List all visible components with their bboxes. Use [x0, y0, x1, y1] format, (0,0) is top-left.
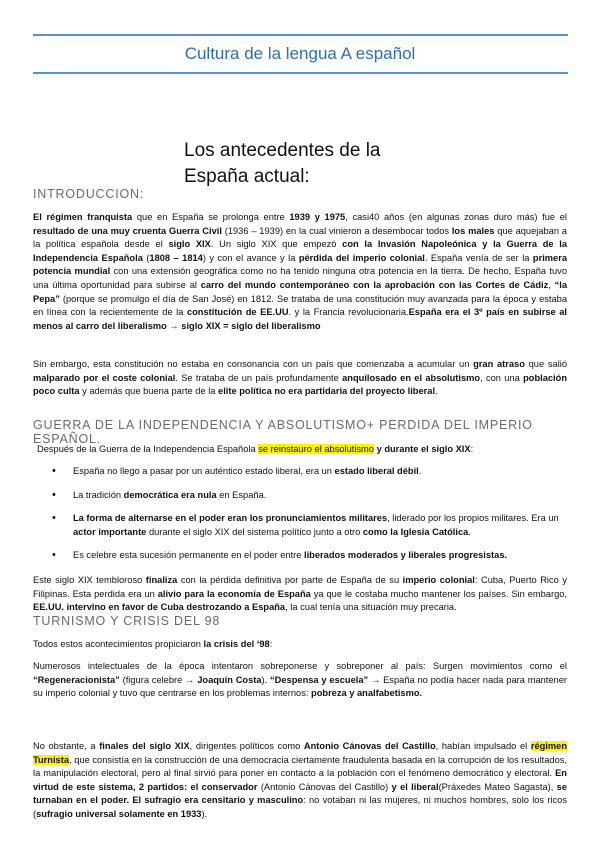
- text-run: liberados moderados y liberales progresistas.: [304, 550, 508, 561]
- text-run: Todos estos acontecimientos propiciaron: [33, 639, 204, 649]
- text-run: en España.: [216, 489, 267, 500]
- text-run: ya que le costaba mucho mantener los países. Sin embargo,: [310, 588, 567, 599]
- text-run: carro del mundo contemporáneo con la aprobación con las Cortes de Cádiz: [200, 279, 549, 290]
- text-run: . Un siglo XIX que empezó: [210, 239, 343, 250]
- text-run: (figura celebre →: [119, 674, 198, 685]
- text-run: . España venía de ser la: [424, 252, 533, 263]
- text-run: y el liberal: [391, 781, 439, 792]
- text-run: (Antonio Cánovas del Castillo): [257, 781, 392, 792]
- text-run: finales del siglo XIX: [99, 741, 190, 751]
- text-run: ) y con el avance y la: [202, 252, 299, 263]
- header-title: Cultura de la lengua A español: [184, 44, 416, 63]
- text-run: Este siglo XIX tembloroso: [33, 575, 146, 585]
- text-run: , la cual tenía una situación muy precaria.: [285, 602, 457, 613]
- text-run: .: [435, 386, 438, 397]
- text-run: En virtud de este sistema, 2 partidos: el conservador: [33, 768, 567, 792]
- text-run: Numerosos intelectuales de la época intentaron sobreponerse y sobreponer al país: Surgen movimientos como el: [33, 661, 567, 671]
- text-run: , habían impulsado el: [435, 741, 531, 751]
- text-run: , con una: [480, 372, 524, 383]
- text-run: Es celebre esta sucesión permanente en el poder entre: [73, 550, 305, 561]
- document-title: [184, 138, 381, 190]
- document-title-line-2: España actual:: [184, 166, 310, 187]
- text-run: democrática era nula: [123, 489, 217, 500]
- text-run: , que consistía en la construcción de una democracia ciertamente fraudulenta basada en la corrupción de los resultados, la manipulación electoral, pero al final sirvió para poner en contacto a la población con el fenómeno democrático y electoral.: [33, 754, 567, 779]
- text-run: constitución de EE.UU: [186, 307, 289, 318]
- section-heading-introduccion: INTRODUCCION:: [33, 187, 145, 201]
- text-run: :: [470, 444, 474, 454]
- text-run: España era el 3º país en subirse al menos al carro del liberalismo → siglo XIX = siglo del liberalismo: [33, 307, 567, 331]
- text-run: pérdida del imperio colonial: [298, 252, 425, 263]
- text-run: anquilosado en el absolutismo: [342, 372, 481, 383]
- text-run: resultado de una muy cruenta Guerra Civil: [33, 225, 222, 236]
- text-run: y durante el siglo XIX: [373, 444, 471, 454]
- text-run: actor importante: [73, 526, 147, 537]
- text-run: los males: [451, 225, 495, 236]
- text-run: (1936 – 1939) en la cual vinieron a desembocar todos: [221, 225, 452, 236]
- text-run: : Cuba, Puerto Rico y Filipinas. Esta perdida era un: [33, 575, 567, 599]
- text-run: Después de la Guerra de la Independencia Española: [37, 444, 259, 454]
- document-title-line-1: Los antecedentes de la: [184, 140, 381, 161]
- bullet-item: [52, 465, 566, 479]
- text-run: . y la Francia revolucionaria.: [288, 307, 409, 318]
- text-run: “la Pepa”: [33, 279, 568, 304]
- text-run: No obstante, a: [33, 741, 100, 751]
- paragraph-turnismo-2: [33, 660, 567, 701]
- text-run: ).: [261, 674, 271, 685]
- text-run: que en España se prolonga entre: [132, 212, 290, 222]
- text-run: : no votaban ni las mujeres, ni muchos hombres, solo los ricos (: [33, 795, 567, 819]
- text-run: con una extensión geográfica como no ha tenido ninguna otra potencia en la tierra. De hecho, España tuvo una última oportunidad para subirse al: [33, 266, 567, 290]
- text-run: malparado por el coste colonial: [33, 372, 176, 383]
- text-run: se turnaban en el poder. El sufragio era censitario y masculino: [33, 781, 567, 806]
- text-run: durante el siglo XIX del sistema político junto a otro: [146, 526, 363, 537]
- text-run: (porque se promulgo el día de San José) en 1812. Se trataba de una constitución muy avanzada para la época y estaba en línea con la recientemente de la: [33, 293, 567, 318]
- text-run: con la Invasión Napoleónica y la Guerra de la Independencia Española: [33, 239, 567, 263]
- text-run: régimen Turnista: [33, 741, 567, 765]
- text-run: alivio para la economía de España: [157, 588, 311, 599]
- text-run: EE.UU. intervino en favor de Cuba destrozando a España: [33, 602, 286, 613]
- text-run: ).: [201, 808, 208, 819]
- text-run: España no llego a pasar por un auténtico estado liberal, era un: [73, 466, 335, 476]
- text-run: 1939 y 1975: [289, 212, 346, 222]
- text-run: finaliza: [145, 575, 178, 585]
- text-run: se reinstauro el absolutismo: [258, 444, 374, 454]
- text-run: población poco culta: [33, 372, 567, 397]
- header-rule-bottom: [33, 72, 568, 74]
- text-run: siglo XIX: [168, 239, 211, 250]
- text-run: “Regeneracionista”: [33, 674, 120, 685]
- text-run: . Se trataba de un país profundamente: [175, 372, 343, 383]
- text-run: que salió: [524, 359, 568, 369]
- text-run: 1808 – 1814: [149, 252, 203, 263]
- text-run: elite política no era partidaria del proyecto liberal: [218, 386, 436, 397]
- text-run: , casi40 años (en algunas zonas duro más) fue el: [345, 212, 567, 222]
- text-run: “Despensa y escuela”: [270, 674, 369, 685]
- section-heading-turnismo: TURNISMO Y CRISIS DEL 98: [33, 614, 221, 628]
- text-run: imperio colonial: [402, 575, 475, 585]
- bullet-item: [52, 549, 566, 563]
- paragraph-turnismo-3: [33, 740, 567, 822]
- text-run: que aquejaban a la política española desde el: [33, 225, 567, 250]
- text-run: (: [142, 252, 150, 263]
- bullet-item: [52, 489, 566, 503]
- text-run: La tradición: [73, 489, 124, 500]
- text-run: pobreza y analfabetismo.: [311, 688, 423, 699]
- header-rule-top: [33, 34, 568, 36]
- text-run: Joaquín Costa: [197, 674, 262, 685]
- text-run: la crisis del ‘98: [203, 639, 270, 649]
- text-run: como la Iglesia Católica: [362, 526, 469, 537]
- text-run: primera potencia mundial: [33, 252, 568, 277]
- text-run: con la pérdida definitiva por parte de España de su: [177, 575, 403, 585]
- text-run: :: [269, 639, 273, 649]
- text-run: .: [418, 466, 422, 476]
- text-run: sufragio universal solamente en 1933: [36, 808, 202, 819]
- paragraph-intro-2: [33, 358, 567, 399]
- text-run: y además que buena parte de la: [79, 386, 219, 397]
- text-run: Antonio Cánovas del Castillo: [303, 741, 436, 751]
- text-run: (Práxedes Mateo Sagasta),: [438, 781, 557, 792]
- text-run: gran atraso: [473, 359, 525, 369]
- text-run: La forma de alternarse en el poder eran los pronunciamientos militares: [73, 513, 388, 524]
- text-run: El régimen franquista: [33, 212, 133, 222]
- paragraph-intro-1: [33, 211, 567, 333]
- paragraph-guerra-end: [33, 574, 567, 615]
- text-run: ,: [548, 279, 555, 290]
- text-run: , dirigentes políticos como: [189, 741, 304, 751]
- bullet-list: [52, 465, 566, 572]
- text-run: Sin embargo, esta constitución no estaba en consonancia con un país que comenzaba a acumular un: [33, 359, 474, 369]
- text-run: estado liberal débil: [334, 466, 419, 476]
- section-heading-guerra: GUERRA DE LA INDEPENDENCIA Y ABSOLUTISMO+ PERDIDA DEL IMPERIO ESPAÑOL.: [33, 418, 533, 446]
- text-run: → España no podía hacer nada para mantener su imperio colonial y tuvo que centrarse en los problemas internos:: [33, 674, 567, 699]
- text-run: , liderado por los propios militares. Era un: [387, 513, 559, 524]
- text-run: .: [468, 526, 471, 537]
- paragraph-turnismo-1: [33, 638, 567, 652]
- bullet-item: [52, 512, 566, 539]
- paragraph-guerra-intro: [37, 443, 571, 457]
